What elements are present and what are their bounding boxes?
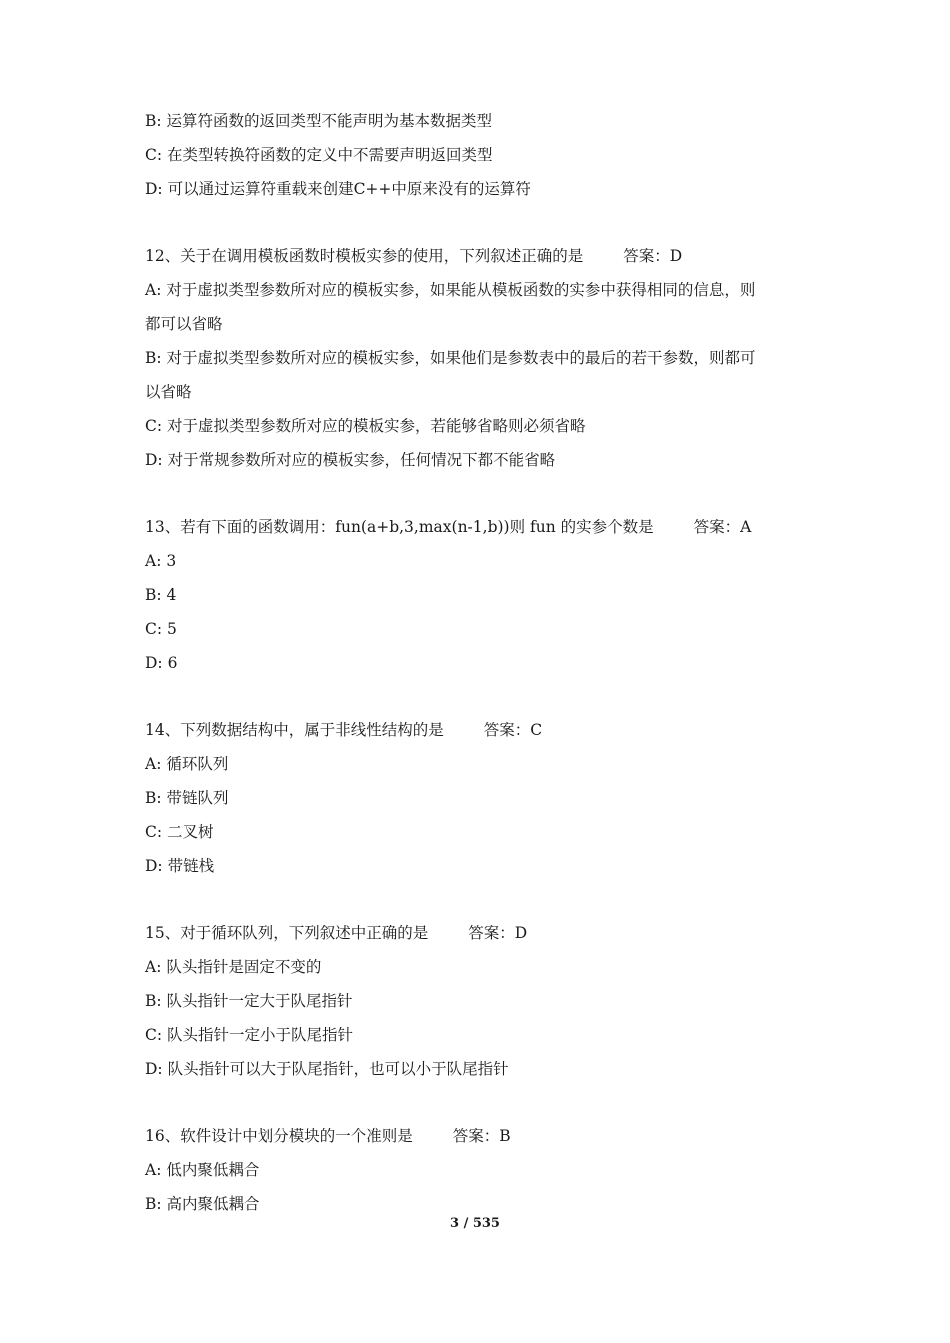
question-stem: 15、对于循环队列，下列叙述中正确的是 [145, 924, 429, 942]
option-line: A: 对于虚拟类型参数所对应的模板实参，如果能从模板函数的实参中获得相同的信息，则 [145, 281, 756, 299]
option-line: D: 对于常规参数所对应的模板实参，任何情况下都不能省略 [145, 451, 556, 469]
option-line: B: 队头指针一定大于队尾指针 [145, 992, 353, 1010]
question-header [145, 713, 815, 747]
option-line: D: 队头指针可以大于队尾指针，也可以小于队尾指针 [145, 1060, 509, 1078]
option-line: C: 在类型转换符函数的定义中不需要声明返回类型 [145, 146, 493, 164]
option-line: A: 队头指针是固定不变的 [145, 958, 322, 976]
option-line: 都可以省略 [145, 315, 223, 333]
option-line: C: 二叉树 [145, 823, 214, 841]
option-line: A: 低内聚低耦合 [145, 1161, 260, 1179]
page-number-footer: 3 / 535 [450, 1216, 500, 1231]
question-answer: 答案：D [468, 924, 528, 942]
question-header [145, 510, 815, 544]
option-line: C: 5 [145, 620, 177, 638]
option-line: C: 对于虚拟类型参数所对应的模板实参，若能够省略则必须省略 [145, 417, 586, 435]
question-stem: 13、若有下面的函数调用：fun(a+b,3,max(n-1,b))则 fun 的实参个数是 [145, 518, 654, 536]
option-line: D: 6 [145, 654, 178, 672]
question-answer: 答案：D [623, 247, 683, 265]
question-stem: 12、关于在调用模板函数时模板实参的使用，下列叙述正确的是 [145, 247, 584, 265]
question-16 [145, 1119, 815, 1221]
page-content [145, 104, 815, 1221]
option-line: B: 运算符函数的返回类型不能声明为基本数据类型 [145, 112, 493, 130]
option-line: C: 队头指针一定小于队尾指针 [145, 1026, 354, 1044]
question-answer: 答案：C [483, 721, 543, 739]
option-line: B: 对于虚拟类型参数所对应的模板实参，如果他们是参数表中的最后的若干参数，则都可 [145, 349, 756, 367]
question-stem: 16、软件设计中划分模块的一个准则是 [145, 1127, 413, 1145]
question-15 [145, 916, 815, 1086]
question-14 [145, 713, 815, 883]
option-line: B: 带链队列 [145, 789, 229, 807]
option-line: B: 4 [145, 586, 177, 604]
question-answer: 答案：B [452, 1127, 511, 1145]
question-answer: 答案：A [693, 518, 752, 536]
option-line: D: 带链栈 [145, 857, 215, 875]
option-line: 以省略 [145, 383, 192, 401]
previous-question-options [145, 104, 815, 206]
option-line: D: 可以通过运算符重载来创建C++中原来没有的运算符 [145, 180, 531, 198]
option-line: B: 高内聚低耦合 [145, 1195, 260, 1213]
option-line: A: 循环队列 [145, 755, 229, 773]
question-header [145, 239, 815, 273]
question-13 [145, 510, 815, 680]
option-line: A: 3 [145, 552, 177, 570]
question-header [145, 1119, 815, 1153]
question-12 [145, 239, 815, 477]
question-stem: 14、下列数据结构中，属于非线性结构的是 [145, 721, 444, 739]
question-header [145, 916, 815, 950]
